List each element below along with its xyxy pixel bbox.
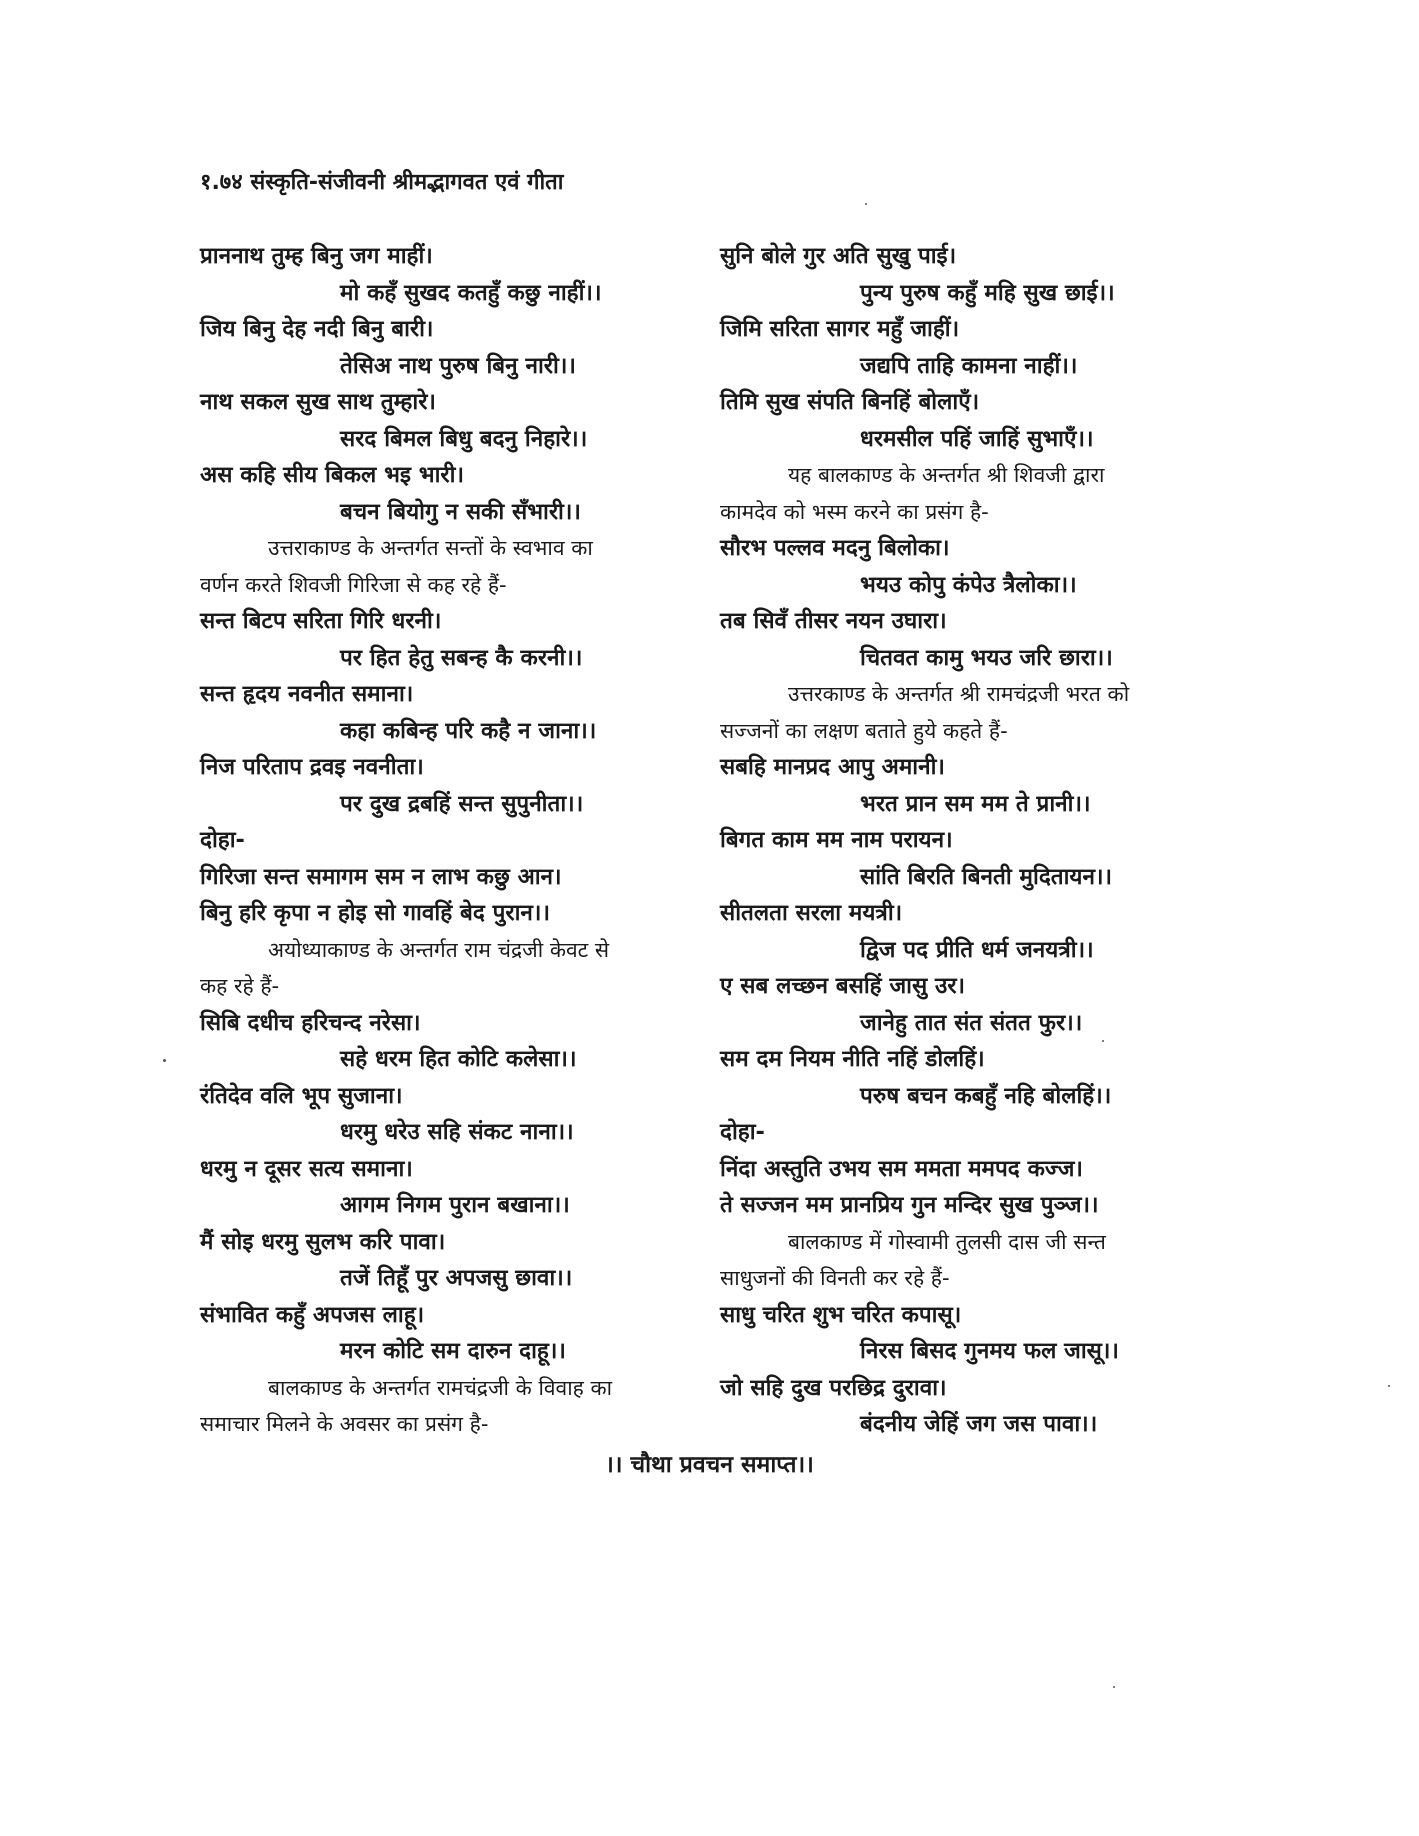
scan-speck — [163, 1059, 166, 1062]
verse-line-indented: भरत प्रान सम मम ते प्रानी।। — [860, 790, 1091, 817]
verse-line-indented: सरद बिमल बिधु बदनु निहारे।। — [340, 425, 588, 452]
verse-line-indented: धरमसील पहिं जाहिं सुभाएँ।। — [860, 425, 1094, 452]
right-column — [720, 238, 1260, 1443]
prose-line: अयोध्याकाण्ड के अन्तर्गत राम चंद्रजी केवट से — [268, 937, 610, 962]
doha-label: दोहा- — [720, 1119, 765, 1145]
verse-line: सम दम नियम नीति नहिं डोलहिं। — [720, 1046, 985, 1072]
prose-line: बालकाण्ड में गोस्वामी तुलसी दास जी सन्त — [788, 1229, 1106, 1254]
verse-line-indented: मो कहँ सुखद कतहुँ कछु नाहीं।। — [340, 279, 602, 306]
verse-line: ए सब लच्छन बसहिं जासु उर। — [720, 973, 966, 999]
verse-line-indented: भयउ कोपु कंपेउ त्रैलोका।। — [860, 571, 1077, 598]
verse-line: रंतिदेव वलि भूप सुजाना। — [200, 1082, 403, 1109]
verse-line-indented: जानेहु तात संत संतत फुर।। — [860, 1009, 1083, 1036]
verse-line: अस कहि सीय बिकल भइ भारी। — [200, 462, 464, 488]
verse-line-indented: तेसिअ नाथ पुरुष बिनु नारी।। — [340, 352, 576, 379]
prose-line: समाचार मिलने के अवसर का प्रसंग है- — [200, 1412, 489, 1436]
prose-line: वर्णन करते शिवजी गिरिजा से कह रहे हैं- — [200, 572, 507, 597]
scan-speck — [1102, 1040, 1104, 1042]
verse-line-indented: बंदनीय जेहिं जग जस पावा।। — [860, 1411, 1098, 1437]
scan-speck — [865, 203, 867, 205]
verse-line-indented: मरन कोटि सम दारुन दाहू।। — [340, 1338, 566, 1364]
prose-line: कामदेव को भस्म करने का प्रसंग है- — [720, 499, 989, 524]
verse-line: सीतलता सरला मयत्री। — [720, 900, 903, 926]
prose-line: सज्जनों का लक्षण बताते हुये कहते हैं- — [720, 718, 1008, 743]
verse-line-indented: जद्यपि ताहि कामना नाहीं।। — [860, 352, 1078, 379]
verse-line: नाथ सकल सुख साथ तुम्हारे। — [200, 389, 436, 415]
verse-line: सिबि दधीच हरिचन्द नरेसा। — [200, 1009, 421, 1036]
verse-line-indented: पर हित हेतु सबन्ह कै करनी।। — [340, 644, 583, 671]
verse-line: मैं सोइ धरमु सुलभ करि पावा। — [200, 1228, 446, 1255]
scan-speck — [1388, 1385, 1390, 1387]
prose-line: उत्तराकाण्ड के अन्तर्गत सन्तों के स्वभाव का — [268, 536, 593, 560]
verse-line: धरमु न दूसर सत्य समाना। — [200, 1155, 413, 1182]
prose-line: बालकाण्ड के अन्तर्गत रामचंद्रजी के विवाह का — [268, 1375, 613, 1400]
prose-line: साधुजनों की विनती कर रहे हैं- — [720, 1266, 950, 1290]
left-column — [200, 238, 740, 1443]
verse-line: जो सहि दुख परछिद्र दुरावा। — [720, 1374, 947, 1401]
verse-line-indented: कहा कबिन्ह परि कहै न जाना।। — [340, 717, 597, 744]
verse-line: बिगत काम मम नाम परायन। — [720, 827, 953, 853]
verse-line-indented: तजें तिहूँ पुर अपजसु छावा।। — [340, 1265, 573, 1291]
verse-line-indented: पुन्य पुरुष कहुँ महि सुख छाई।। — [860, 279, 1115, 306]
verse-line: सौरभ पल्लव मदनु बिलोका। — [720, 535, 950, 561]
verse-line-indented: बचन बियोगु न सकी सँभारी।। — [340, 498, 581, 525]
verse-line: निज परिताप द्रवइ नवनीता। — [200, 754, 424, 780]
verse-line-indented: सांति बिरति बिनती मुदितायन।। — [860, 863, 1113, 890]
verse-line: निंदा अस्तुति उभय सम ममता ममपद कज्ज। — [720, 1155, 1083, 1182]
verse-line: जिमि सरिता सागर महुँ जाहीं। — [720, 316, 960, 342]
verse-line-indented: द्विज पद प्रीति धर्म जनयत्री।। — [860, 936, 1094, 963]
chapter-end-note: ।। चौथा प्रवचन समाप्त।। — [605, 1452, 814, 1478]
prose-line: उत्तरकाण्ड के अन्तर्गत श्री रामचंद्रजी भरत को — [788, 682, 1130, 706]
verse-line: सुनि बोले गुर अति सुखु पाई। — [720, 243, 957, 269]
verse-line: तिमि सुख संपति बिनहिं बोलाएँ। — [720, 389, 980, 415]
verse-line: तब सिवँ तीसर नयन उघारा। — [720, 608, 947, 634]
page-header: १.७४ संस्कृति-संजीवनी श्रीमद्भागवत एवं गीता — [200, 170, 564, 195]
doha-label: दोहा- — [200, 827, 245, 853]
prose-line: यह बालकाण्ड के अन्तर्गत श्री शिवजी द्वारा — [788, 463, 1105, 487]
verse-line-indented: परुष बचन कबहुँ नहि बोलहिं।। — [860, 1082, 1112, 1109]
verse-line: गिरिजा सन्त समागम सम न लाभ कछु आन। — [200, 863, 562, 890]
verse-line-indented: निरस बिसद गुनमय फल जासू।। — [860, 1338, 1119, 1364]
verse-line-indented: सहे धरम हित कोटि कलेसा।। — [340, 1046, 577, 1072]
scan-speck — [1113, 1686, 1115, 1688]
verse-line: साधु चरित शुभ चरित कपासू। — [720, 1301, 962, 1328]
verse-line: बिनु हरि कृपा न होइ सो गावहिं बेद पुरान।। — [200, 900, 550, 926]
verse-line: सन्त बिटप सरिता गिरि धरनी। — [200, 608, 442, 634]
verse-line: ते सज्जन मम प्रानप्रिय गुन मन्दिर सुख पुञ्ज।। — [720, 1192, 1099, 1218]
verse-line: जिय बिनु देह नदी बिनु बारी। — [200, 316, 434, 342]
verse-line-indented: पर दुख द्रबहिं सन्त सुपुनीता।। — [340, 790, 584, 817]
verse-line: सन्त हृदय नवनीत समाना। — [200, 681, 414, 707]
verse-line-indented: धरमु धरेउ सहि संकट नाना।। — [340, 1119, 574, 1145]
verse-line: सबहि मानप्रद आपु अमानी। — [720, 754, 945, 780]
verse-line-indented: चितवत कामु भयउ जरि छारा।। — [860, 644, 1113, 671]
verse-line-indented: आगम निगम पुरान बखाना।। — [340, 1192, 570, 1218]
verse-line: प्राननाथ तुम्ह बिनु जग माहीं। — [200, 243, 433, 269]
prose-line: कह रहे हैं- — [200, 974, 280, 998]
verse-line: संभावित कहुँ अपजस लाहू। — [200, 1301, 425, 1328]
